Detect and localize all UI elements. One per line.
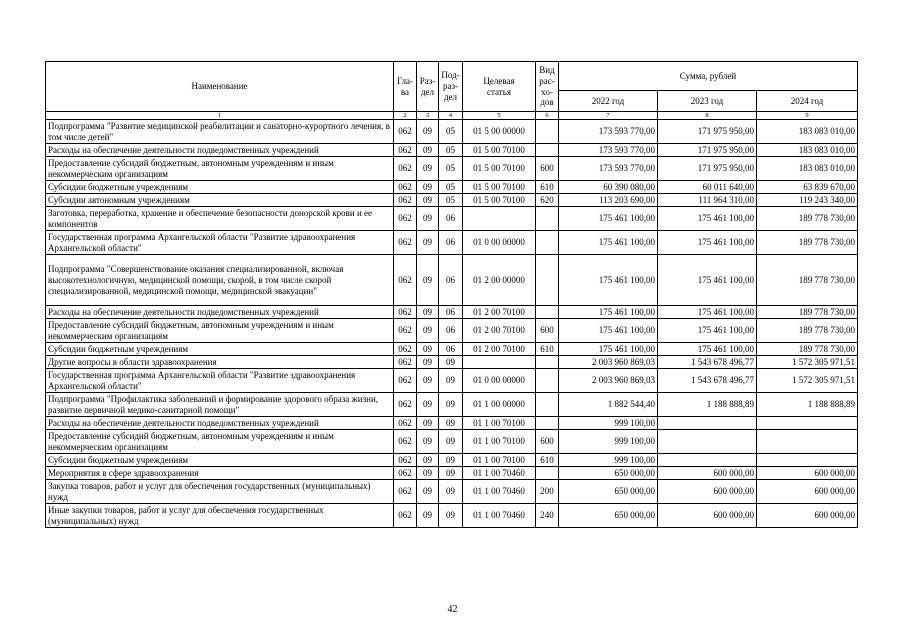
table-row	[46, 480, 858, 504]
row-amount-2023	[658, 417, 757, 430]
table-row	[46, 343, 858, 356]
row-amount-2022: 173 593 770,00	[559, 120, 658, 144]
row-razdel: 09	[417, 207, 439, 231]
row-name: Иные закупки товаров, работ и услуг для обеспечения государственных (муниципальных) нужд	[46, 504, 394, 528]
row-razdel: 09	[417, 144, 439, 157]
row-amount-2024: 189 778 730,00	[757, 319, 858, 343]
table-row	[46, 504, 858, 528]
row-name: Расходы на обеспечение деятельности подведомственных учреждений	[46, 144, 394, 157]
row-target: 01 1 00 00000	[463, 393, 536, 417]
row-amount-2022: 173 593 770,00	[559, 144, 658, 157]
row-glava: 062	[394, 417, 417, 430]
row-target: 01 0 00 00000	[463, 369, 536, 393]
row-name: Закупка товаров, работ и услуг для обеспечения государственных (муниципальных) нужд	[46, 480, 394, 504]
row-amount-2023: 171 975 950,00	[658, 120, 757, 144]
row-name: Государственная программа Архангельской области "Развитие здравоохранения Архангельской области"	[46, 231, 394, 255]
table-body	[46, 120, 858, 528]
row-podrazdel: 09	[439, 430, 463, 454]
row-glava: 062	[394, 369, 417, 393]
row-glava: 062	[394, 504, 417, 528]
row-amount-2023: 171 975 950,00	[658, 157, 757, 181]
row-glava: 062	[394, 480, 417, 504]
row-amount-2022: 175 461 100,00	[559, 231, 658, 255]
row-podrazdel: 05	[439, 120, 463, 144]
table-row	[46, 255, 858, 306]
table-row	[46, 231, 858, 255]
row-vid	[536, 417, 559, 430]
row-vid	[536, 144, 559, 157]
table-row	[46, 120, 858, 144]
table-row	[46, 369, 858, 393]
row-razdel: 09	[417, 430, 439, 454]
row-vid	[536, 369, 559, 393]
column-number-row	[46, 112, 858, 120]
row-vid	[536, 393, 559, 417]
row-amount-2024: 63 839 670,00	[757, 181, 858, 194]
row-amount-2024: 189 778 730,00	[757, 231, 858, 255]
row-podrazdel: 09	[439, 454, 463, 467]
row-amount-2023: 175 461 100,00	[658, 207, 757, 231]
row-podrazdel: 09	[439, 369, 463, 393]
row-amount-2022: 650 000,00	[559, 467, 658, 480]
page-number: 42	[447, 604, 458, 615]
header-sum: Сумма, рублей	[559, 62, 858, 91]
column-number: 4	[439, 112, 463, 120]
header-year-2024: 2024 год	[757, 91, 858, 112]
row-amount-2023: 1 543 678 496,77	[658, 369, 757, 393]
row-target: 01 5 00 00000	[463, 120, 536, 144]
row-vid	[536, 356, 559, 369]
row-amount-2024	[757, 417, 858, 430]
row-name: Субсидии бюджетным учреждениям	[46, 454, 394, 467]
row-amount-2023: 60 011 640,00	[658, 181, 757, 194]
row-amount-2022: 650 000,00	[559, 504, 658, 528]
table-row	[46, 417, 858, 430]
row-target: 01 5 00 70100	[463, 157, 536, 181]
row-name: Расходы на обеспечение деятельности подведомственных учреждений	[46, 417, 394, 430]
row-amount-2023	[658, 430, 757, 454]
row-name: Подпрограмма "Развитие медицинской реабилитации и санаторно-курортного лечения, в том числе детей"	[46, 120, 394, 144]
row-razdel: 09	[417, 393, 439, 417]
row-podrazdel: 05	[439, 144, 463, 157]
header-target: Целевая статья	[463, 62, 536, 112]
table-row	[46, 157, 858, 181]
row-razdel: 09	[417, 417, 439, 430]
row-vid	[536, 306, 559, 319]
row-target: 01 5 00 70100	[463, 194, 536, 207]
row-razdel: 09	[417, 306, 439, 319]
row-podrazdel: 09	[439, 480, 463, 504]
row-razdel: 09	[417, 255, 439, 306]
row-amount-2024	[757, 454, 858, 467]
row-name: Предоставление субсидий бюджетным, автономным учреждениям и иным некоммерческим организациям	[46, 157, 394, 181]
row-glava: 062	[394, 144, 417, 157]
row-vid: 610	[536, 454, 559, 467]
row-target: 01 2 00 70100	[463, 306, 536, 319]
column-number: 5	[463, 112, 536, 120]
row-amount-2024: 119 243 340,00	[757, 194, 858, 207]
column-number: 7	[559, 112, 658, 120]
row-glava: 062	[394, 430, 417, 454]
row-razdel: 09	[417, 356, 439, 369]
row-podrazdel: 06	[439, 319, 463, 343]
row-podrazdel: 06	[439, 207, 463, 231]
row-target: 01 1 00 70100	[463, 417, 536, 430]
row-podrazdel: 09	[439, 393, 463, 417]
table-row	[46, 393, 858, 417]
row-podrazdel: 09	[439, 356, 463, 369]
row-glava: 062	[394, 181, 417, 194]
row-vid: 600	[536, 157, 559, 181]
row-target: 01 5 00 70100	[463, 181, 536, 194]
table-row	[46, 467, 858, 480]
header-vid: Вид рас- хо- дов	[536, 62, 559, 112]
row-amount-2022: 999 100,00	[559, 430, 658, 454]
row-amount-2024: 189 778 730,00	[757, 306, 858, 319]
row-vid	[536, 231, 559, 255]
row-glava: 062	[394, 454, 417, 467]
budget-table	[45, 61, 858, 528]
row-amount-2023: 1 543 678 496,77	[658, 356, 757, 369]
row-amount-2022: 999 100,00	[559, 417, 658, 430]
row-amount-2022: 175 461 100,00	[559, 306, 658, 319]
row-target: 01 1 00 70460	[463, 504, 536, 528]
row-target: 01 1 00 70100	[463, 454, 536, 467]
column-number: 8	[658, 112, 757, 120]
row-amount-2024: 189 778 730,00	[757, 343, 858, 356]
row-podrazdel: 05	[439, 181, 463, 194]
row-amount-2024: 183 083 010,00	[757, 120, 858, 144]
row-amount-2024: 600 000,00	[757, 480, 858, 504]
row-podrazdel: 06	[439, 343, 463, 356]
table-row	[46, 306, 858, 319]
row-target: 01 1 00 70460	[463, 467, 536, 480]
header-glava: Гла- ва	[394, 62, 417, 112]
table-row	[46, 181, 858, 194]
row-amount-2024: 600 000,00	[757, 467, 858, 480]
row-vid	[536, 120, 559, 144]
row-name: Расходы на обеспечение деятельности подведомственных учреждений	[46, 306, 394, 319]
row-target: 01 2 00 70100	[463, 319, 536, 343]
row-glava: 062	[394, 343, 417, 356]
row-razdel: 09	[417, 369, 439, 393]
row-glava: 062	[394, 319, 417, 343]
table-row	[46, 144, 858, 157]
row-name: Предоставление субсидий бюджетным, автономным учреждениям и иным некоммерческим организациям	[46, 319, 394, 343]
row-vid: 600	[536, 319, 559, 343]
row-amount-2022: 173 593 770,00	[559, 157, 658, 181]
row-amount-2024: 600 000,00	[757, 504, 858, 528]
header-year-2022: 2022 год	[559, 91, 658, 112]
row-razdel: 09	[417, 231, 439, 255]
row-amount-2023: 175 461 100,00	[658, 255, 757, 306]
row-name: Субсидии бюджетным учреждениям	[46, 343, 394, 356]
row-amount-2023: 111 964 310,00	[658, 194, 757, 207]
row-razdel: 09	[417, 157, 439, 181]
row-amount-2024: 1 188 888,89	[757, 393, 858, 417]
row-amount-2023: 1 188 888,89	[658, 393, 757, 417]
row-vid: 600	[536, 430, 559, 454]
row-amount-2024	[757, 430, 858, 454]
row-glava: 062	[394, 306, 417, 319]
row-podrazdel: 06	[439, 231, 463, 255]
row-amount-2024: 183 083 010,00	[757, 157, 858, 181]
row-podrazdel: 05	[439, 157, 463, 181]
row-vid	[536, 467, 559, 480]
column-number: 1	[46, 112, 394, 120]
row-name: Другие вопросы в области здравоохранения	[46, 356, 394, 369]
column-number: 3	[417, 112, 439, 120]
row-podrazdel: 09	[439, 467, 463, 480]
row-target: 01 5 00 70100	[463, 144, 536, 157]
row-podrazdel: 05	[439, 194, 463, 207]
row-name: Субсидии бюджетным учреждениям	[46, 181, 394, 194]
row-glava: 062	[394, 255, 417, 306]
row-razdel: 09	[417, 343, 439, 356]
row-amount-2023: 600 000,00	[658, 467, 757, 480]
row-target: 01 0 00 00000	[463, 231, 536, 255]
row-target: 01 2 00 00000	[463, 255, 536, 306]
row-glava: 062	[394, 467, 417, 480]
row-amount-2023: 600 000,00	[658, 504, 757, 528]
row-amount-2023: 175 461 100,00	[658, 343, 757, 356]
row-amount-2023: 175 461 100,00	[658, 306, 757, 319]
row-amount-2022: 2 003 960 869,03	[559, 369, 658, 393]
row-amount-2023	[658, 454, 757, 467]
header-podrazdel: Под- раз- дел	[439, 62, 463, 112]
row-name: Субсидии автономным учреждениям	[46, 194, 394, 207]
row-glava: 062	[394, 393, 417, 417]
row-amount-2022: 60 390 080,00	[559, 181, 658, 194]
row-glava: 062	[394, 231, 417, 255]
row-razdel: 09	[417, 120, 439, 144]
row-amount-2022: 175 461 100,00	[559, 207, 658, 231]
row-podrazdel: 09	[439, 504, 463, 528]
table-row	[46, 194, 858, 207]
row-amount-2022: 113 203 690,00	[559, 194, 658, 207]
row-amount-2024: 189 778 730,00	[757, 255, 858, 306]
row-amount-2023: 600 000,00	[658, 480, 757, 504]
row-amount-2022: 999 100,00	[559, 454, 658, 467]
row-podrazdel: 06	[439, 255, 463, 306]
row-amount-2022: 650 000,00	[559, 480, 658, 504]
row-razdel: 09	[417, 504, 439, 528]
row-amount-2022: 175 461 100,00	[559, 343, 658, 356]
row-amount-2023: 175 461 100,00	[658, 231, 757, 255]
row-glava: 062	[394, 157, 417, 181]
row-name: Подпрограмма "Профилактика заболеваний и формирование здорового образа жизни, развитие первичной медико-санитарной помощи"	[46, 393, 394, 417]
row-vid	[536, 207, 559, 231]
row-podrazdel: 06	[439, 306, 463, 319]
row-amount-2023: 171 975 950,00	[658, 144, 757, 157]
row-podrazdel: 09	[439, 417, 463, 430]
row-target: 01 1 00 70100	[463, 430, 536, 454]
row-amount-2024: 183 083 010,00	[757, 144, 858, 157]
row-amount-2022: 1 882 544,40	[559, 393, 658, 417]
row-razdel: 09	[417, 467, 439, 480]
row-name: Подпрограмма "Совершенствование оказания специализированной, включая высокотехнологичную, медицинской помощи, скорой, в том числе скорой специализированной, медицинской помощи, медицинской эвакуации"	[46, 255, 394, 306]
row-amount-2024: 1 572 305 971,51	[757, 369, 858, 393]
row-amount-2022: 175 461 100,00	[559, 255, 658, 306]
column-number: 6	[536, 112, 559, 120]
row-amount-2022: 2 003 960 869,03	[559, 356, 658, 369]
row-target: 01 1 00 70460	[463, 480, 536, 504]
row-amount-2023: 175 461 100,00	[658, 319, 757, 343]
table-row	[46, 319, 858, 343]
row-name: Заготовка, переработка, хранение и обеспечение безопасности донорской крови и ее компонентов	[46, 207, 394, 231]
row-target	[463, 207, 536, 231]
row-vid: 240	[536, 504, 559, 528]
row-vid: 200	[536, 480, 559, 504]
row-razdel: 09	[417, 181, 439, 194]
row-amount-2022: 175 461 100,00	[559, 319, 658, 343]
row-vid	[536, 255, 559, 306]
row-glava: 062	[394, 356, 417, 369]
row-glava: 062	[394, 207, 417, 231]
row-vid: 610	[536, 343, 559, 356]
row-glava: 062	[394, 120, 417, 144]
header-name: Наименование	[46, 62, 394, 112]
row-razdel: 09	[417, 454, 439, 467]
table-row	[46, 356, 858, 369]
row-target	[463, 356, 536, 369]
row-name: Государственная программа Архангельской области "Развитие здравоохранения Архангельской области"	[46, 369, 394, 393]
table-row	[46, 430, 858, 454]
header-year-2023: 2023 год	[658, 91, 757, 112]
row-razdel: 09	[417, 319, 439, 343]
row-razdel: 09	[417, 194, 439, 207]
row-target: 01 2 00 70100	[463, 343, 536, 356]
row-name: Предоставление субсидий бюджетным, автономным учреждениям и иным некоммерческим организациям	[46, 430, 394, 454]
row-name: Мероприятия в сфере здравоохранения	[46, 467, 394, 480]
table-row	[46, 454, 858, 467]
table-row	[46, 207, 858, 231]
row-vid: 620	[536, 194, 559, 207]
column-number: 2	[394, 112, 417, 120]
row-glava: 062	[394, 194, 417, 207]
row-amount-2024: 1 572 305 971,51	[757, 356, 858, 369]
column-number: 9	[757, 112, 858, 120]
row-vid: 610	[536, 181, 559, 194]
header-razdel: Раз- дел	[417, 62, 439, 112]
row-razdel: 09	[417, 480, 439, 504]
row-amount-2024: 189 778 730,00	[757, 207, 858, 231]
